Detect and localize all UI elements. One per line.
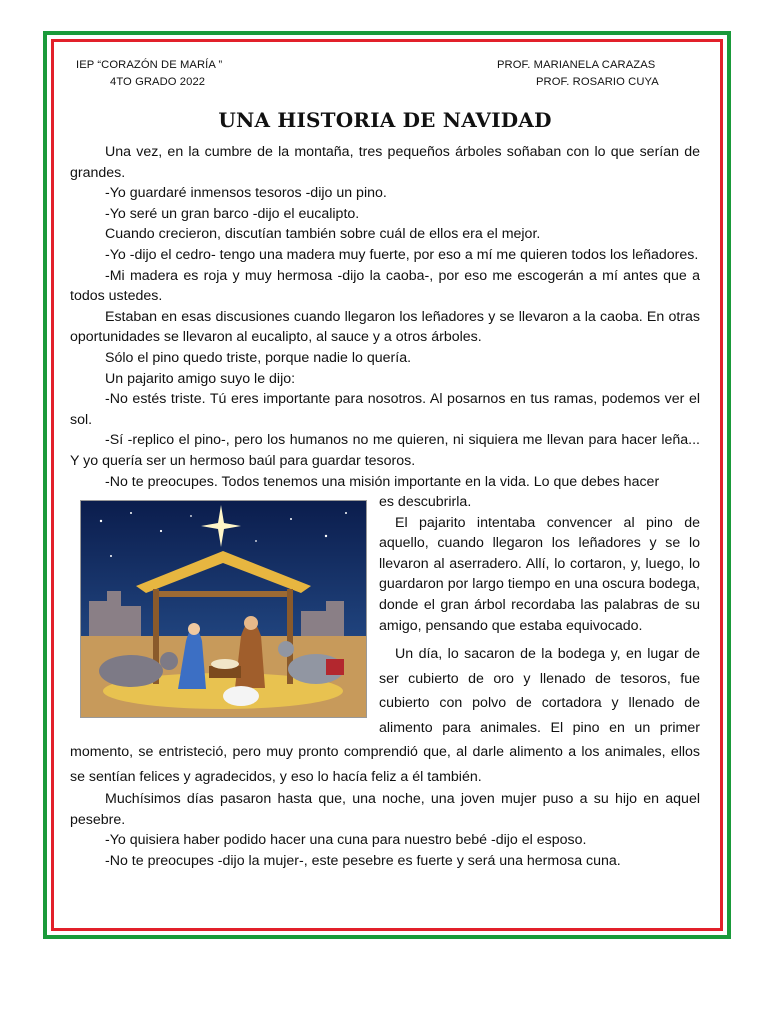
paragraph: -No te preocupes -dijo la mujer-, este pesebre es fuerte y será una hermosa cuna. — [105, 853, 621, 870]
paragraph: Una vez, en la cumbre de la montaña, tres pequeños árboles soñaban con lo que serían de grandes. — [70, 144, 700, 181]
document-header — [70, 55, 700, 95]
paragraph: Estaban en esas discusiones cuando llegaron los leñadores y se llevaron a la caoba. En otras oportunidades se llevaron al eucalipto, al sauce y a otros árboles. — [70, 308, 700, 346]
paragraph: -No te preocupes. Todos tenemos una misión importante en la vida. Lo que debes hacer — [105, 473, 660, 490]
teacher-name-1: PROF. MARIANELA CARAZAS — [497, 59, 656, 71]
paragraph: -Yo guardaré inmensos tesoros -dijo un pino. — [105, 185, 387, 202]
paragraph: -Yo seré un gran barco -dijo el eucalipto. — [105, 205, 360, 222]
story-text — [70, 142, 700, 872]
image-wrap-section — [70, 492, 700, 789]
paragraph: -No estés triste. Tú eres importante para nosotros. Al posarnos en tus ramas, podemos ver el sol. — [70, 391, 700, 428]
paragraph: -Mi madera es roja y muy hermosa -dijo la caoba-, por eso me escogerán a mí antes que a todos ustedes. — [70, 267, 700, 305]
document-body — [70, 55, 700, 872]
paragraph: Cuando crecieron, discutían también sobre cuál de ellos era el mejor. — [105, 226, 541, 243]
teacher-name-2: PROF. ROSARIO CUYA — [536, 76, 659, 88]
paragraph: es descubrirla. — [379, 494, 472, 511]
grade-label: 4TO GRADO 2022 — [110, 76, 206, 88]
paragraph: Muchísimos días pasaron hasta que, una noche, una joven mujer puso a su hijo en aquel pesebre. — [70, 791, 700, 828]
paragraph: -Yo quisiera haber podido hacer una cuna para nuestro bebé -dijo el esposo. — [105, 832, 587, 849]
paragraph: -Yo -dijo el cedro- tengo una madera muy fuerte, por eso a mí me quieren todos los leñadores. — [105, 246, 699, 263]
paragraph: -Sí -replico el pino-, pero los humanos no me quieren, ni siquiera me llevan para hacer leña... Y yo quería ser un hermoso baúl para guardar tesoros. — [70, 432, 700, 469]
paragraph: Sólo el pino quedo triste, porque nadie lo quería. — [105, 349, 412, 366]
paragraph: El pajarito intentaba convencer al pino de aquello, cuando llegaron los leñadores y se lo llevaron al aserradero. Allí, lo cortaron, y, luego, lo guardaron por largo tiempo en una oscura bodega, donde el gran árbol recordaba las palabras de su amigo, pensando que estaba equivocado. — [379, 514, 700, 634]
school-name: IEP “CORAZÓN DE MARÍA ” — [76, 59, 223, 71]
paragraph: Un pajarito amigo suyo le dijo: — [105, 370, 296, 387]
paragraph: Un día, lo sacaron de la bodega y, en lugar de ser cubierto de oro y llenado de tesoros, fue cubierto con polvo de cortadora y llenado de alimento para animales. El pino en un primer momento, se entristeció, pero muy pronto comprendió que, al darle alimento a los animales, ellos se sentían felices y agradecidos, y eso lo hacía feliz a él también. — [70, 646, 700, 785]
page-title: UNA HISTORIA DE NAVIDAD — [218, 108, 552, 132]
nativity-image — [80, 500, 367, 718]
